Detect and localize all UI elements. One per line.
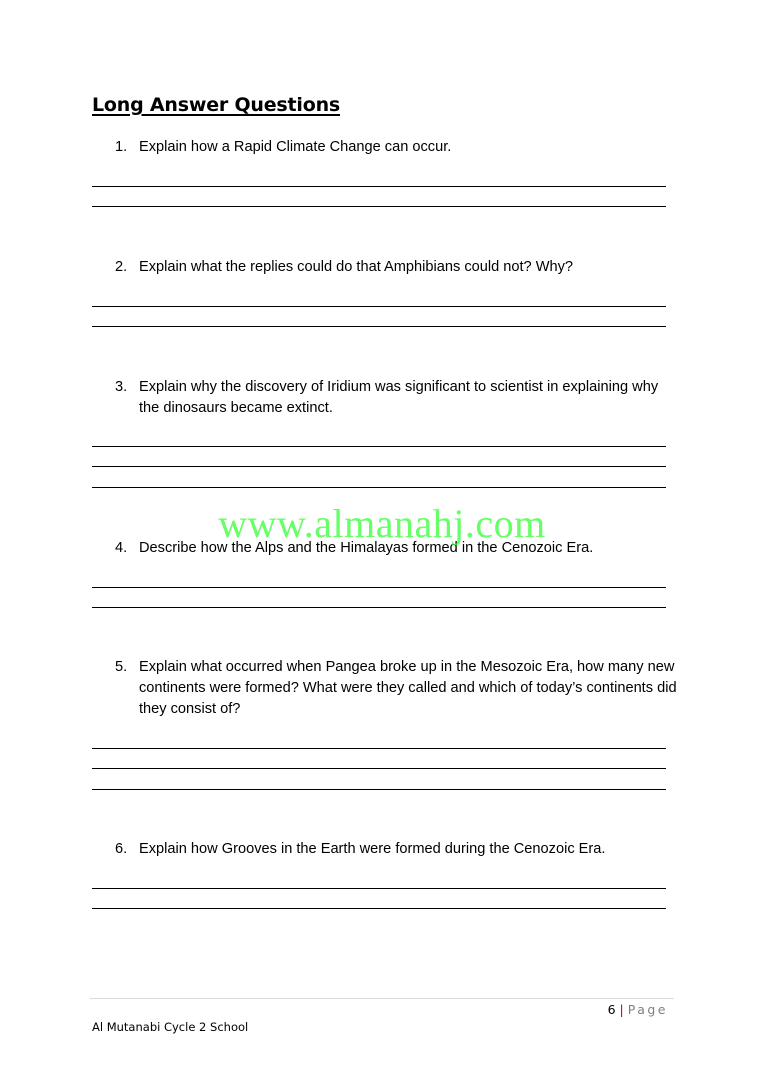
question-number: 6. [115,841,128,857]
question-text: Explain why the discovery of Iridium was significant to scientist in explaining why the dinosaurs became extinct. [139,379,659,416]
question-1 [115,137,680,158]
question-number: 2. [115,259,128,275]
question-number: 5. [115,659,128,675]
page-number [608,1002,668,1017]
answer-line[interactable] [92,206,666,207]
question-text: Explain how a Rapid Climate Change can occur. [139,139,452,155]
question-number: 1. [115,139,128,155]
question-5 [115,657,680,720]
answer-line[interactable] [92,487,666,488]
answer-line[interactable] [92,888,666,889]
page-separator: | [619,1002,624,1017]
page-number-value: 6 [607,1002,616,1017]
answer-line[interactable] [92,607,666,608]
question-text: Explain what occurred when Pangea broke up in the Mesozoic Era, how many new continents were formed? What were they called and which of today’s continents did they consist of? [139,659,677,717]
answer-line[interactable] [92,446,666,447]
watermark: www.almanahj.com [218,501,546,546]
question-text: Describe how the Alps and the Himalayas formed in the Cenozoic Era. [139,540,594,556]
school-name: Al Mutanabi Cycle 2 School [92,1020,249,1034]
question-4 [115,538,680,559]
answer-line[interactable] [92,466,666,467]
question-number: 3. [115,379,128,395]
question-text: Explain what the replies could do that Amphibians could not? Why? [139,259,574,275]
question-3 [115,377,680,419]
answer-line[interactable] [92,789,666,790]
question-text: Explain how Grooves in the Earth were formed during the Cenozoic Era. [139,841,606,857]
answer-line[interactable] [92,587,666,588]
answer-line[interactable] [92,186,666,187]
footer-divider [90,998,674,999]
answer-line[interactable] [92,908,666,909]
question-2 [115,257,680,278]
answer-line[interactable] [92,326,666,327]
answer-line[interactable] [92,748,666,749]
page-heading: Long Answer Questions [92,94,341,116]
page-label: Page [627,1002,668,1017]
question-number: 4. [115,540,128,556]
answer-line[interactable] [92,768,666,769]
answer-line[interactable] [92,306,666,307]
question-6 [115,839,680,860]
